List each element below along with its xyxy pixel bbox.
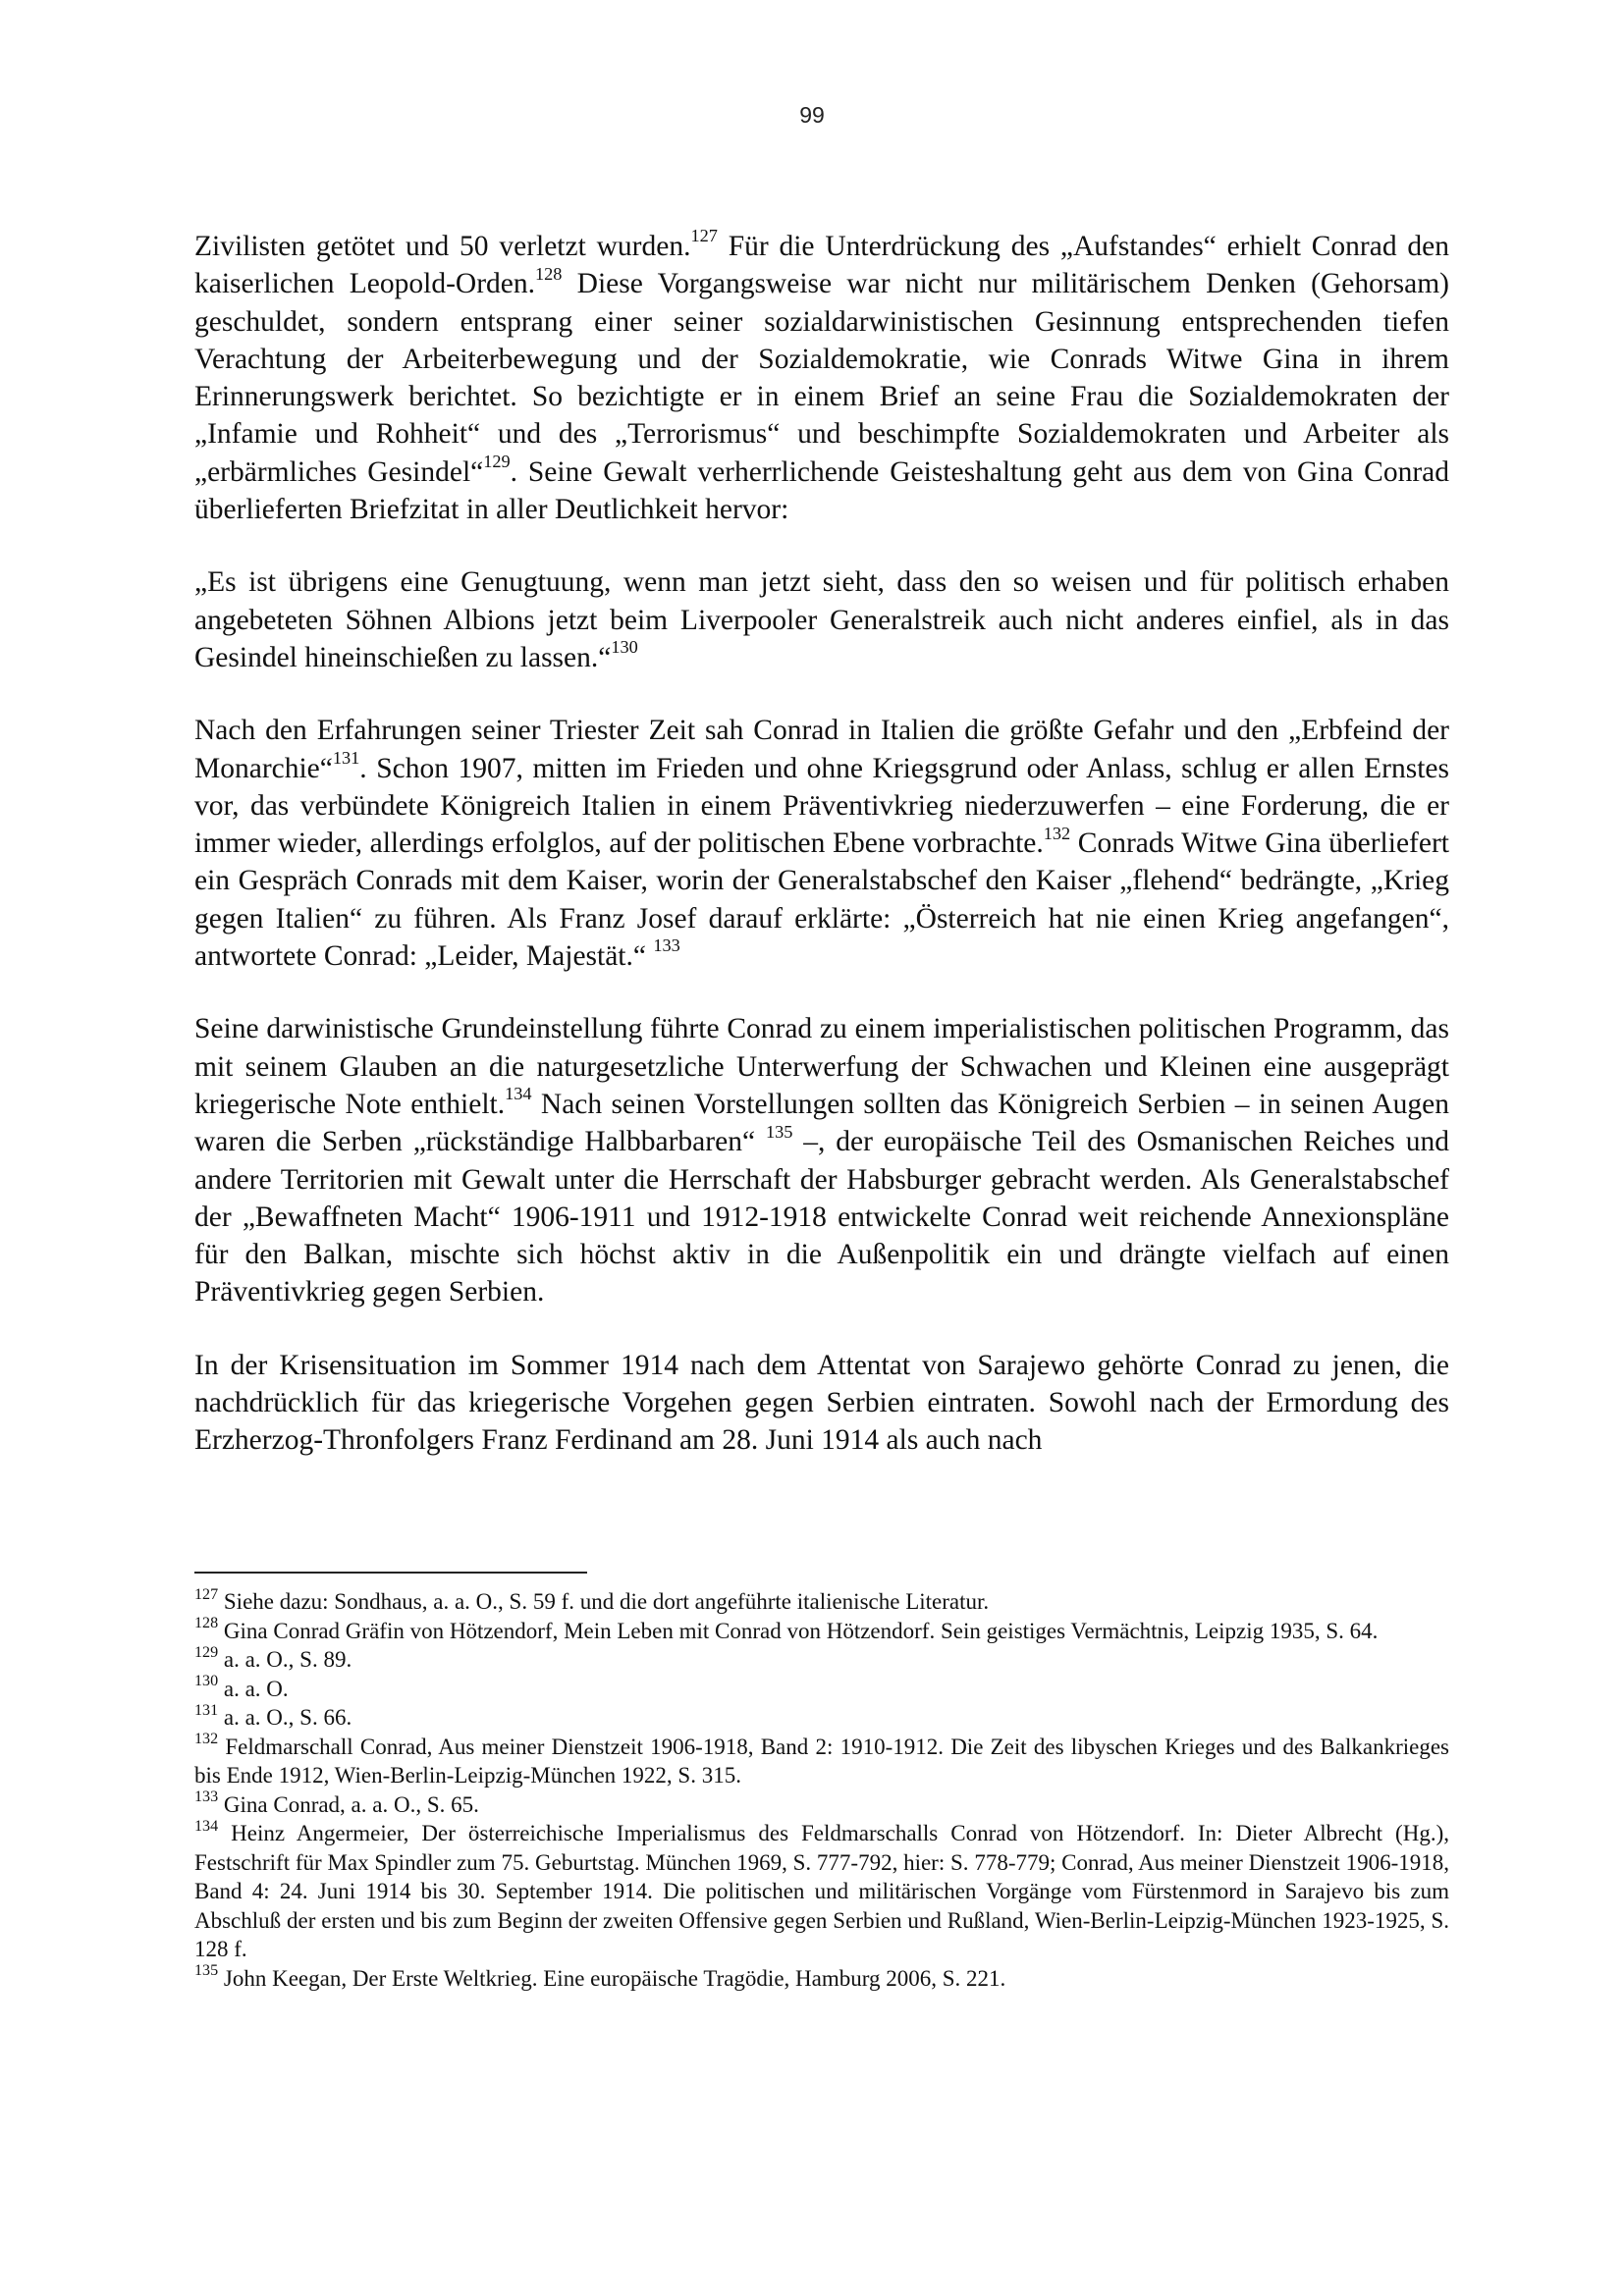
footnote (194, 1790, 1449, 1820)
paragraph-text: Seine darwinistische Grundeinstellung führte Conrad zu einem imperialistischen politischen Programm, das mit seinem Glauben an die naturgesetzliche Unterwerfung der Schwachen und Kleinen eine ausgeprägt kriegerische Note enthielt. (194, 1013, 1449, 1120)
footnote-number: 135 (194, 1962, 219, 1980)
paragraph-text: Diese Vorgangsweise war nicht nur militärischem Denken (Gehorsam) geschuldet, sondern entsprang einer seiner sozialdarwinistischen Gesinnung entsprechenden tiefen Verachtung der Arbeiterbewegung und der Sozialdemokratie, wie Conrads Witwe Gina in ihrem Erinnerungswerk berichtet. So bezichtigte er in einem Brief an seine Frau die Sozialdemokraten der „Infamie und Rohheit“ und des „Terrorismus“ und beschimpfte Sozialdemokraten und Arbeiter als „erbärmliches Gesindel“ (194, 268, 1449, 488)
footnote-text: Heinz Angermeier, Der österreichische Imperialismus des Feldmarschalls Conrad von Hötzendorf. In: Dieter Albrecht (Hg.), Festschrift für Max Spindler zum 75. Geburtstag. München 1969, S. 777-792, hier: S. 778-779; Conrad, Aus meiner Dienstzeit 1906-1918, Band 4: 24. Juni 1914 bis 30. September 1914. Die politischen und militärischen Vorgänge vom Fürstenmord in Sarajevo bis zum Abschluß der ersten und bis zum Beginn der zweiten Offensive gegen Serbien und Rußland, Wien-Berlin-Leipzig-München 1923-1925, S. 128 f. (194, 1821, 1449, 1961)
footnote-text: Gina Conrad, a. a. O., S. 65. (218, 1791, 479, 1817)
footnote (194, 1703, 1449, 1733)
footnote (194, 1587, 1449, 1617)
paragraph (194, 1347, 1449, 1460)
footnote-divider (194, 1572, 587, 1574)
paragraph-text: . Seine Gewalt verherrlichende Geisteshaltung geht aus dem von Gina Conrad überlieferten Briefzitat in aller Deutlichkeit hervor: (194, 455, 1450, 526)
paragraph (194, 563, 1449, 676)
main-text (194, 228, 1449, 1460)
footnote-text: Gina Conrad Gräfin von Hötzendorf, Mein Leben mit Conrad von Hötzendorf. Sein geistiges Vermächtnis, Leipzig 1935, S. 64. (218, 1618, 1379, 1643)
footnote-text: a. a. O. (218, 1676, 289, 1701)
footnote (194, 1733, 1449, 1790)
footnote-text: John Keegan, Der Erste Weltkrieg. Eine europäische Tragödie, Hamburg 2006, S. 221. (218, 1965, 1006, 1991)
footnote-text: a. a. O., S. 66. (218, 1705, 352, 1730)
paragraph-text: „Es ist übrigens eine Genugtuung, wenn man jetzt sieht, dass den so weisen und für politisch erhaben angebeteten Söhnen Albions jetzt beim Liverpooler Generalstreik auch nicht anderes einfiel, als in das Gesindel hineinschießen zu lassen.“ (194, 566, 1449, 673)
footnote-reference: 131 (332, 748, 360, 768)
footnote (194, 1819, 1449, 1964)
footnote (194, 1964, 1449, 1994)
paragraph-text: In der Krisensituation im Sommer 1914 nach dem Attentat von Sarajewo gehörte Conrad zu jenen, die nachdrücklich für das kriegerische Vorgehen gegen Serbien eintraten. Sowohl nach der Ermordung des Erzherzog-Thronfolgers Franz Ferdinand am 28. Juni 1914 als auch nach (194, 1349, 1449, 1457)
footnote-reference: 129 (483, 452, 511, 472)
footnote (194, 1617, 1449, 1646)
footnote-number: 133 (194, 1789, 219, 1806)
footnote (194, 1675, 1449, 1704)
paragraph-text: –, der europäische Teil des Osmanischen Reiches und andere Territorien mit Gewalt unter die Herrschaft der Habsburger gebracht werden. Als Generalstabschef der „Bewaffneten Macht“ 1906-1911 und 1912-1918 entwickelte Conrad weit reichende Annexionspläne für den Balkan, mischte sich höchst aktiv in die Außenpolitik ein und drängte vielfach auf einen Präventivkrieg gegen Serbien. (194, 1126, 1449, 1308)
footnotes (194, 1587, 1449, 1993)
footnote-reference: 130 (611, 637, 638, 658)
paragraph (194, 712, 1449, 975)
footnote (194, 1645, 1449, 1675)
footnote-number: 130 (194, 1673, 219, 1690)
footnote-text: Siehe dazu: Sondhaus, a. a. O., S. 59 f. und die dort angeführte italienische Literatur. (218, 1589, 990, 1614)
footnote-number: 128 (194, 1615, 219, 1632)
footnote-text: Feldmarschall Conrad, Aus meiner Dienstzeit 1906-1918, Band 2: 1910-1912. Die Zeit des libyschen Krieges und des Balkankrieges bis Ende 1912, Wien-Berlin-Leipzig-München 1922, S. 315. (194, 1734, 1449, 1788)
footnote-reference: 135 (765, 1121, 793, 1142)
page-number: 99 (799, 102, 825, 128)
paragraph (194, 1010, 1449, 1310)
paragraph-text: . Schon 1907, mitten im Frieden und ohne Kriegsgrund oder Anlass, schlug er allen Ernstes vor, das verbündete Königreich Italien in einem Präventivkrieg niederzuwerfen – eine Forderung, die er immer wieder, allerdings erfolglos, auf der politischen Ebene vorbrachte. (194, 752, 1449, 860)
footnote-number: 129 (194, 1643, 219, 1661)
footnote-number: 134 (194, 1817, 219, 1835)
paragraph-text: Nach den Erfahrungen seiner Triester Zeit sah Conrad in Italien die größte Gefahr und den „Erbfeind der Monarchie“ (194, 715, 1449, 784)
footnote-reference: 133 (653, 935, 680, 956)
footnote-number: 127 (194, 1585, 219, 1603)
paragraph-text: Conrads Witwe Gina überliefert ein Gespräch Conrads mit dem Kaiser, worin der Generalstabschef den Kaiser „flehend“ bedrängte, „Krieg gegen Italien“ zu führen. Als Franz Josef darauf erklärte: „Österreich hat nie einen Krieg angefangen“, antwortete Conrad: „Leider, Majestät.“ (194, 828, 1449, 973)
footnote-reference: 127 (690, 226, 718, 246)
footnote-reference: 132 (1043, 823, 1071, 843)
paragraph-text: Zivilisten getötet und 50 verletzt wurden. (194, 231, 691, 262)
footnote-reference: 134 (505, 1084, 532, 1104)
footnote-reference: 128 (535, 263, 563, 284)
paragraph (194, 228, 1449, 528)
paragraph-text: Für die Unterdrückung des „Aufstandes“ erhielt Conrad den kaiserlichen Leopold-Orden. (194, 231, 1449, 300)
paragraph-text: Nach seinen Vorstellungen sollten das Königreich Serbien – in seinen Augen waren die Serben „rückständige Halbbarbaren“ (194, 1088, 1449, 1158)
footnote-text: a. a. O., S. 89. (218, 1647, 352, 1672)
footnote-number: 131 (194, 1701, 219, 1719)
footnote-number: 132 (194, 1731, 219, 1748)
